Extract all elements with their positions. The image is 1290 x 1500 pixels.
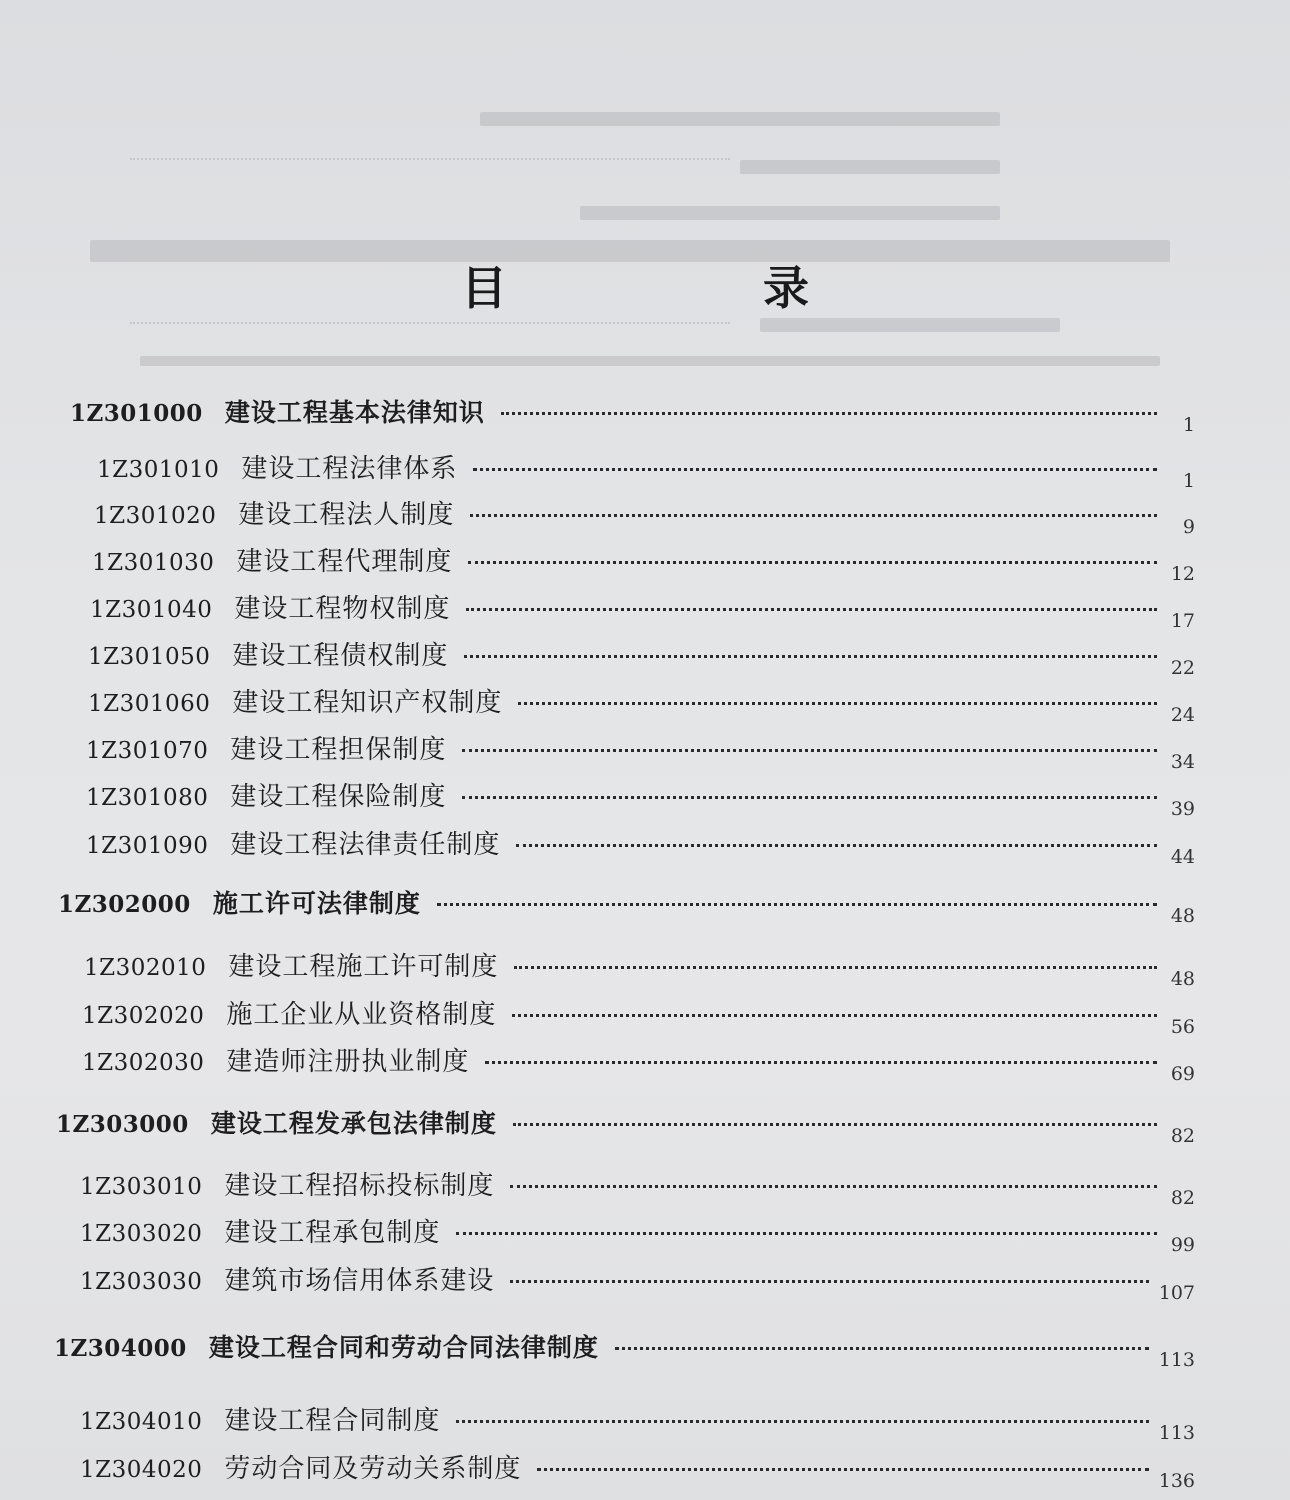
entry-title: 建设工程法律责任制度 [230,830,501,860]
entry-page-number: 82 [1170,1187,1195,1209]
entry-title: 建设工程物权制度 [234,594,451,624]
toc-section-entry[interactable] [82,994,1195,1038]
dot-leader [466,608,1157,611]
entry-title: 建设工程保险制度 [230,782,447,812]
entry-code: 1Z301010 [97,457,220,483]
toc-section-entry[interactable] [84,946,1195,990]
toc-section-entry[interactable] [97,448,1195,492]
entry-page-number: 12 [1170,563,1195,585]
toc-section-entry[interactable] [86,776,1195,820]
entry-page-number: 39 [1170,798,1195,820]
dot-leader [513,1123,1157,1126]
entry-page-number: 48 [1170,905,1195,927]
toc-section-entry[interactable] [80,1165,1195,1209]
entry-title: 施工许可法律制度 [212,889,421,918]
entry-title: 建设工程合同和劳动合同法律制度 [208,1333,599,1362]
entry-title: 建设工程知识产权制度 [232,688,503,718]
entry-title: 建设工程担保制度 [230,735,447,765]
entry-code: 1Z301030 [92,550,215,576]
dot-leader [485,1061,1157,1064]
entry-title: 建造师注册执业制度 [226,1047,470,1077]
dot-leader [456,1232,1157,1235]
entry-title: 建设工程合同制度 [224,1406,441,1436]
dot-leader [462,796,1157,799]
dot-leader [464,655,1157,658]
entry-page-number: 113 [1158,1349,1195,1371]
entry-page-number: 1 [1182,470,1195,492]
toc-section-entry[interactable] [80,1212,1195,1256]
dot-leader [537,1468,1148,1471]
entry-code: 1Z302010 [84,955,207,981]
entry-title: 建筑市场信用体系建设 [224,1266,495,1296]
dot-leader [516,844,1157,847]
toc-chapter-entry[interactable] [54,1328,1195,1371]
dot-leader [468,561,1157,564]
entry-title: 建设工程债权制度 [232,641,449,671]
entry-title: 劳动合同及劳动关系制度 [224,1454,522,1484]
entry-title: 建设工程施工许可制度 [228,952,499,982]
entry-page-number: 9 [1182,516,1195,538]
entry-page-number: 1 [1182,414,1195,436]
entry-page-number: 82 [1170,1125,1195,1147]
entry-page-number: 48 [1170,968,1195,990]
toc-section-entry[interactable] [88,682,1195,726]
entry-page-number: 113 [1158,1422,1195,1444]
entry-title: 建设工程承包制度 [224,1218,441,1248]
dot-leader [501,412,1157,415]
entry-code: 1Z304010 [80,1409,203,1435]
entry-code: 1Z303010 [80,1174,203,1200]
dot-leader [514,966,1157,969]
toc-section-entry[interactable] [90,588,1195,632]
entry-page-number: 44 [1170,846,1195,868]
dot-leader [510,1280,1148,1283]
entry-title: 建设工程招标投标制度 [224,1171,495,1201]
entry-code: 1Z301090 [86,833,209,859]
entry-code: 1Z301050 [88,644,211,670]
dot-leader [473,468,1157,471]
entry-page-number: 22 [1170,657,1195,679]
entry-code: 1Z301080 [86,785,209,811]
entry-code: 1Z302030 [82,1050,205,1076]
entry-page-number: 56 [1170,1016,1195,1038]
dot-leader [462,749,1157,752]
toc-section-entry[interactable] [86,824,1195,868]
entry-title: 建设工程法人制度 [238,500,455,530]
entry-code: 1Z301000 [70,400,203,427]
toc-section-entry[interactable] [80,1260,1195,1304]
dot-leader [615,1347,1149,1350]
entry-page-number: 99 [1170,1234,1195,1256]
entry-page-number: 34 [1170,751,1195,773]
entry-code: 1Z301040 [90,597,213,623]
entry-code: 1Z301070 [86,738,209,764]
entry-code: 1Z303000 [56,1111,189,1138]
entry-title: 建设工程法律体系 [241,454,458,484]
entry-code: 1Z303030 [80,1269,203,1295]
dot-leader [512,1014,1157,1017]
entry-page-number: 107 [1158,1282,1195,1304]
entry-title: 施工企业从业资格制度 [226,1000,497,1030]
entry-code: 1Z301020 [94,503,217,529]
dot-leader [470,514,1157,517]
entry-code: 1Z302000 [58,891,191,918]
entry-page-number: 17 [1170,610,1195,632]
toc-chapter-entry[interactable] [70,393,1195,436]
entry-code: 1Z301060 [88,691,211,717]
entry-code: 1Z304020 [80,1457,203,1483]
toc-section-entry[interactable] [92,541,1195,585]
entry-title: 建设工程基本法律知识 [224,398,485,427]
entry-code: 1Z304000 [54,1335,187,1362]
toc-section-entry[interactable] [80,1448,1195,1492]
entry-page-number: 24 [1170,704,1195,726]
entry-code: 1Z302020 [82,1003,205,1029]
dot-leader [510,1185,1157,1188]
toc-section-entry[interactable] [88,635,1195,679]
entry-title: 建设工程发承包法律制度 [210,1109,497,1138]
toc-section-entry[interactable] [94,494,1195,538]
dot-leader [456,1420,1148,1423]
toc-chapter-entry[interactable] [56,1104,1195,1147]
toc-section-entry[interactable] [82,1041,1195,1085]
dot-leader [518,702,1157,705]
dot-leader [437,903,1157,906]
toc-title: 目 录 [460,261,929,315]
entry-code: 1Z303020 [80,1221,203,1247]
entry-page-number: 136 [1158,1470,1195,1492]
toc-chapter-entry[interactable] [58,884,1195,927]
toc-section-entry[interactable] [86,729,1195,773]
toc-section-entry[interactable] [80,1400,1195,1444]
entry-page-number: 69 [1170,1063,1195,1085]
entry-title: 建设工程代理制度 [236,547,453,577]
